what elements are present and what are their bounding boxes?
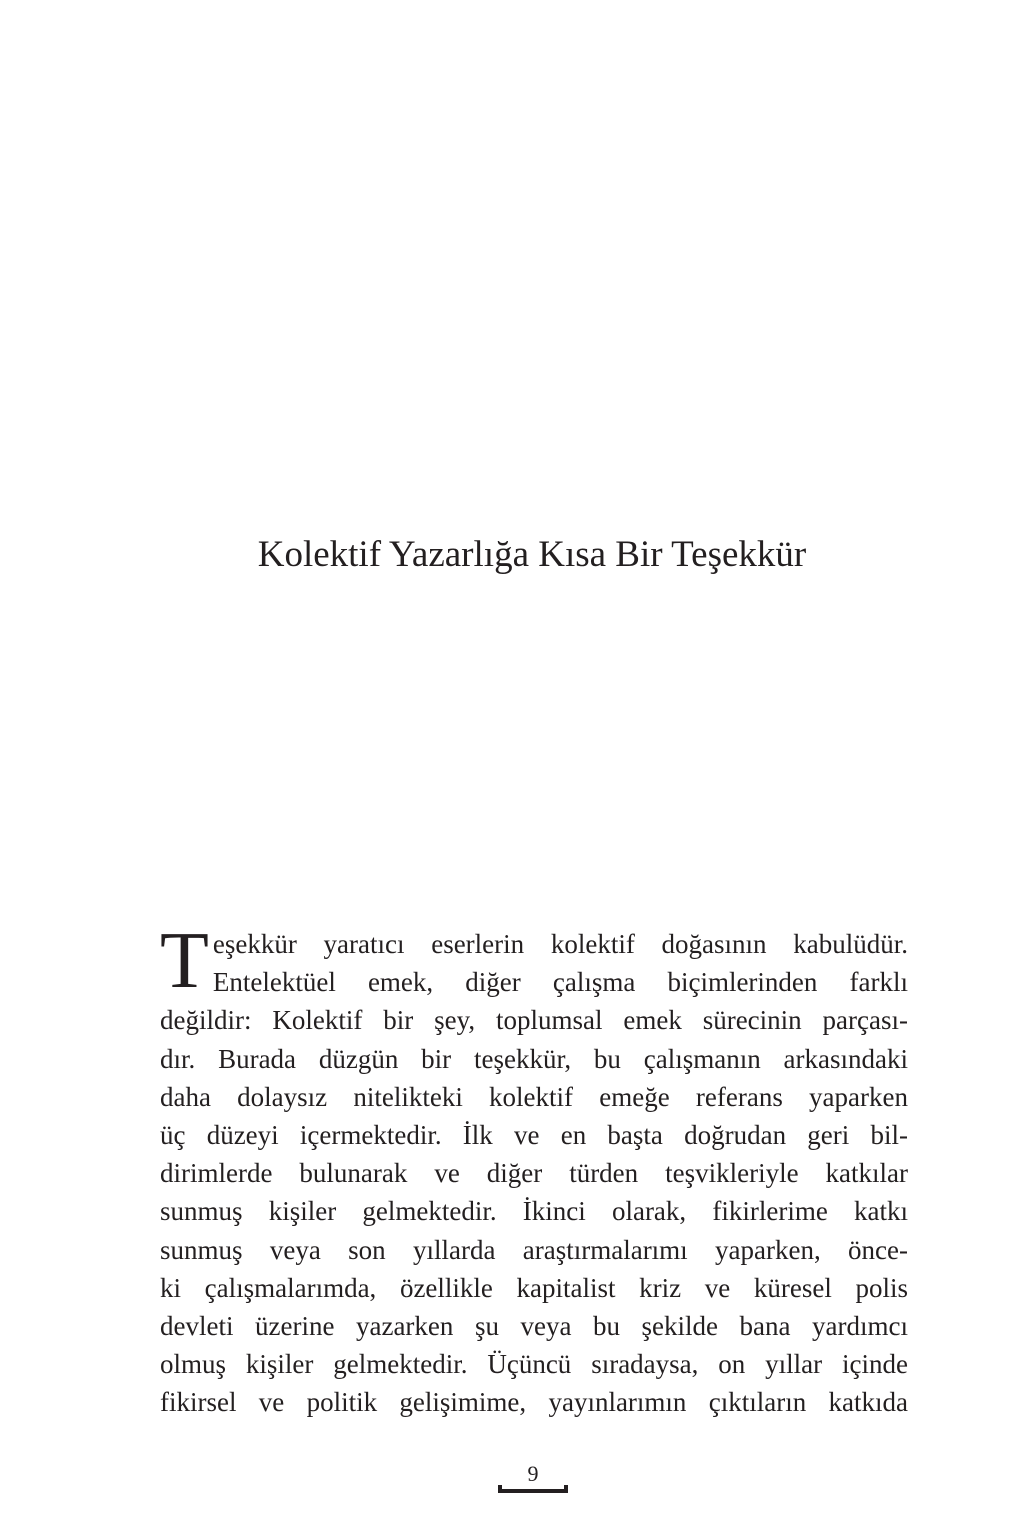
text-line: fikirsel ve politik gelişimime, yayınlarımın çıktıların katkıda xyxy=(160,1387,908,1418)
text-line: eşekkür yaratıcı eserlerin kolektif doğasının kabulüdür. xyxy=(212,929,908,959)
text-line: üç düzeyi içermektedir. İlk ve en başta doğrudan geri bil- xyxy=(160,1119,908,1150)
drop-cap: T xyxy=(160,917,209,1005)
text-line: daha dolaysız nitelikteki kolektif emeğe referans yaparken xyxy=(160,1081,908,1112)
text-line: sunmuş veya son yıllarda araştırmalarımı yaparken, önce- xyxy=(160,1234,908,1265)
text-line: Entelektüel emek, diğer çalışma biçimlerinden farklı xyxy=(212,967,908,998)
body-paragraph xyxy=(160,917,908,1421)
text-line: dirimlerde bulunarak ve diğer türden teşvikleriyle katkılar xyxy=(160,1158,908,1189)
chapter-title: Kolektif Yazarlığa Kısa Bir Teşekkür xyxy=(257,534,807,575)
page-number: 9 xyxy=(527,1461,539,1486)
text-line: sunmuş kişiler gelmektedir. İkinci olarak, fikirlerime katkı xyxy=(160,1196,908,1227)
text-line: devleti üzerine yazarken şu veya bu şekilde bana yardımcı xyxy=(160,1310,908,1341)
folio-bracket-ornament xyxy=(498,1485,568,1493)
text-line: olmuş kişiler gelmektedir. Üçüncü sıradaysa, on yıllar içinde xyxy=(160,1349,908,1380)
text-line: dır. Burada düzgün bir teşekkür, bu çalışmanın arkasındaki xyxy=(160,1043,908,1074)
text-line: ki çalışmalarımda, özellikle kapitalist kriz ve küresel polis xyxy=(160,1272,908,1303)
page-footer xyxy=(498,1463,568,1493)
text-line: değildir: Kolektif bir şey, toplumsal emek sürecinin parçası- xyxy=(160,1005,908,1036)
